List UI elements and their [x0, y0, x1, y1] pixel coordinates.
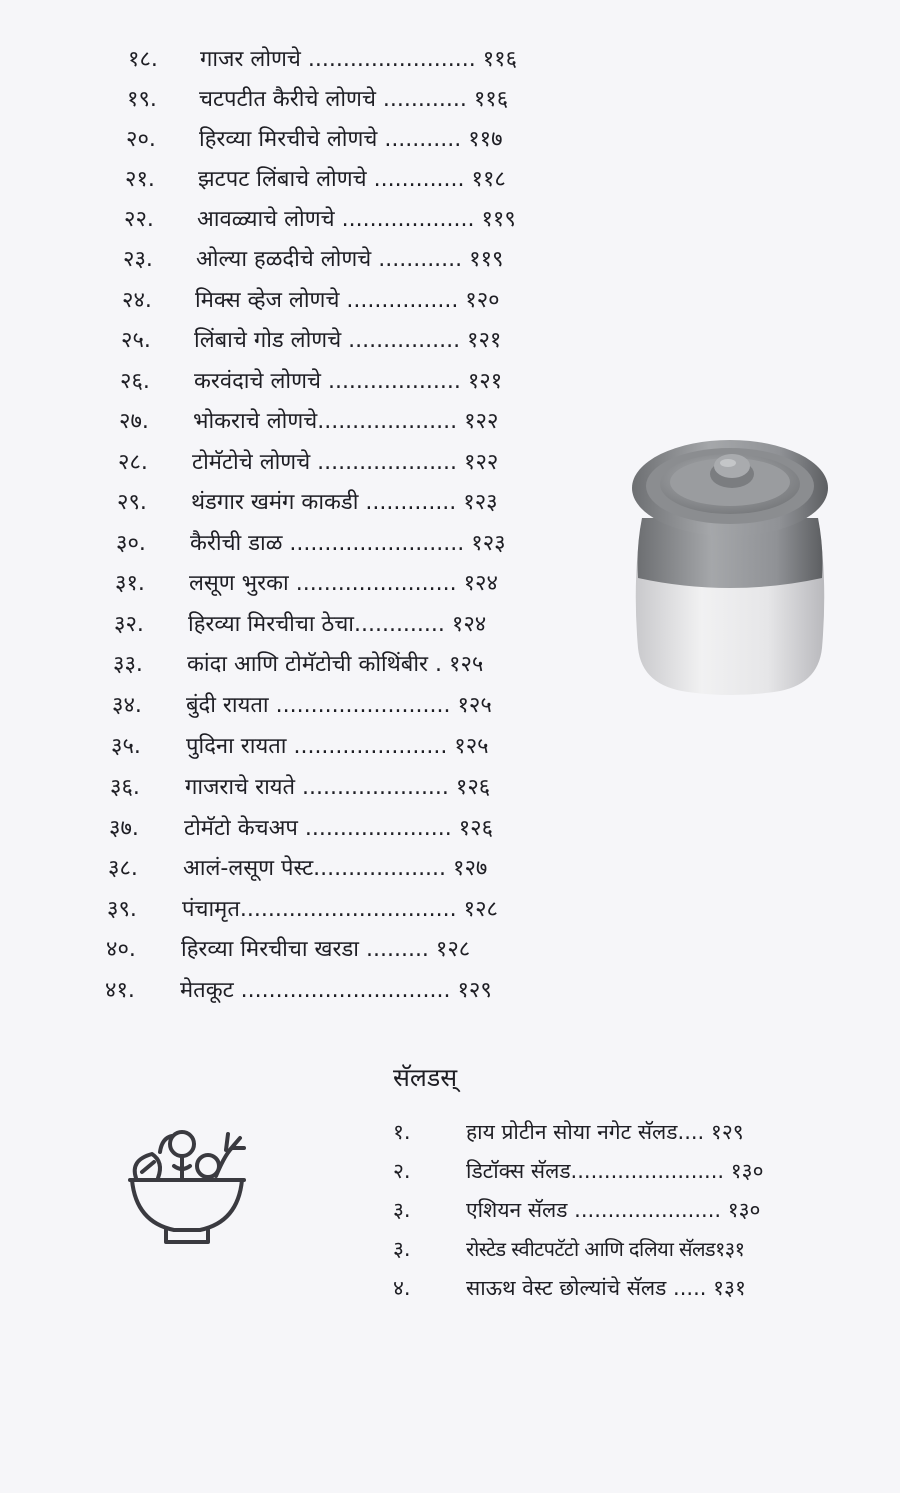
- salad-item-text: डिटॉक्स सॅलड....................... १३०: [466, 1159, 764, 1183]
- salad-item-number: २.: [393, 1159, 411, 1183]
- salad-item-number: १.: [393, 1120, 411, 1144]
- toc-item-number: ३९.: [107, 897, 137, 922]
- toc-item-text: आलं-लसूण पेस्ट................... १२७: [183, 856, 488, 881]
- toc-item-number: २७.: [119, 409, 149, 434]
- toc-item-text: गाजराचे रायते ..................... १२६: [185, 775, 491, 800]
- salad-item-number: ४.: [393, 1276, 411, 1300]
- toc-item-number: ४१.: [105, 978, 135, 1003]
- toc-item-text: लिंबाचे गोड लोणचे ................ १२१: [194, 328, 502, 353]
- salad-item-number: ३.: [393, 1198, 411, 1222]
- toc-item-number: ३०.: [116, 531, 146, 556]
- toc-item-number: २८.: [118, 450, 148, 475]
- toc-item-text: ओल्या हळदीचे लोणचे ............ ११९: [196, 247, 504, 272]
- toc-item-text: हिरव्या मिरचीचा ठेचा............. १२४: [188, 612, 487, 637]
- toc-item-number: २६.: [120, 369, 150, 394]
- toc-item-number: ३८.: [108, 856, 138, 881]
- salad-bowl-icon: [122, 1122, 252, 1252]
- toc-item-number: २०.: [126, 127, 156, 152]
- toc-item-number: ३४.: [112, 693, 142, 718]
- toc-item-text: बुंदी रायता ......................... १२५: [186, 693, 492, 718]
- pickle-jar-icon: [628, 428, 833, 698]
- salad-item-text: रोस्टेड स्वीटपटॅटो आणि दलिया सॅलड१३१: [466, 1237, 745, 1261]
- salad-item-text: साऊथ वेस्ट छोल्यांचे सॅलड ..... १३१: [466, 1276, 746, 1300]
- toc-item-text: हिरव्या मिरचीचे लोणचे ........... ११७: [199, 127, 503, 152]
- toc-item-number: ३१.: [115, 571, 145, 596]
- toc-item-number: २१.: [125, 167, 155, 192]
- toc-item-text: पुदिना रायता ...................... १२५: [186, 734, 489, 759]
- toc-item-text: गाजर लोणचे ........................ ११६: [200, 47, 518, 72]
- salad-item-number: ३.: [393, 1237, 411, 1261]
- toc-item-text: टोमॅटोचे लोणचे .................... १२२: [192, 450, 499, 475]
- toc-item-number: २९.: [117, 490, 147, 515]
- salad-item-text: हाय प्रोटीन सोया नगेट सॅलड.... १२९: [466, 1120, 744, 1144]
- toc-item-text: हिरव्या मिरचीचा खरडा ......... १२८: [181, 937, 471, 962]
- toc-item-number: १८.: [128, 47, 158, 72]
- toc-item-number: १९.: [127, 87, 157, 112]
- toc-item-number: ३२.: [114, 612, 144, 637]
- toc-item-number: २२.: [124, 207, 154, 232]
- toc-item-number: २४.: [122, 288, 152, 313]
- toc-item-text: करवंदाचे लोणचे ................... १२१: [194, 369, 503, 394]
- toc-item-number: २५.: [121, 328, 151, 353]
- toc-item-number: ३३.: [113, 652, 143, 677]
- toc-item-text: चटपटीत कैरीचे लोणचे ............ ११६: [199, 87, 509, 112]
- toc-item-text: कांदा आणि टोमॅटोची कोथिंबीर . १२५: [187, 652, 484, 677]
- toc-item-text: मिक्स व्हेज लोणचे ................ १२०: [195, 288, 500, 313]
- toc-item-text: लसूण भुरका ....................... १२४: [189, 571, 498, 596]
- toc-item-text: झटपट लिंबाचे लोणचे ............. ११८: [198, 167, 506, 192]
- toc-item-text: थंडगार खमंग काकडी ............. १२३: [191, 490, 498, 515]
- toc-item-number: ३७.: [109, 816, 139, 841]
- salads-heading: सॅलडस्: [393, 1063, 458, 1092]
- salad-item-text: एशियन सॅलड ...................... १३०: [466, 1198, 761, 1222]
- toc-item-number: २३.: [123, 247, 153, 272]
- toc-item-number: ३६.: [110, 775, 140, 800]
- toc-item-text: पंचामृत............................... १२८: [182, 897, 498, 922]
- toc-item-text: कैरीची डाळ ......................... १२३: [190, 531, 506, 556]
- toc-item-text: आवळ्याचे लोणचे ................... ११९: [197, 207, 516, 232]
- toc-item-text: भोकराचे लोणचे.................... १२२: [193, 409, 499, 434]
- toc-item-text: मेतकूट .............................. १२९: [180, 978, 492, 1003]
- toc-item-number: ४०.: [106, 937, 136, 962]
- toc-item-number: ३५.: [111, 734, 141, 759]
- toc-item-text: टोमॅटो केचअप ..................... १२६: [184, 816, 494, 841]
